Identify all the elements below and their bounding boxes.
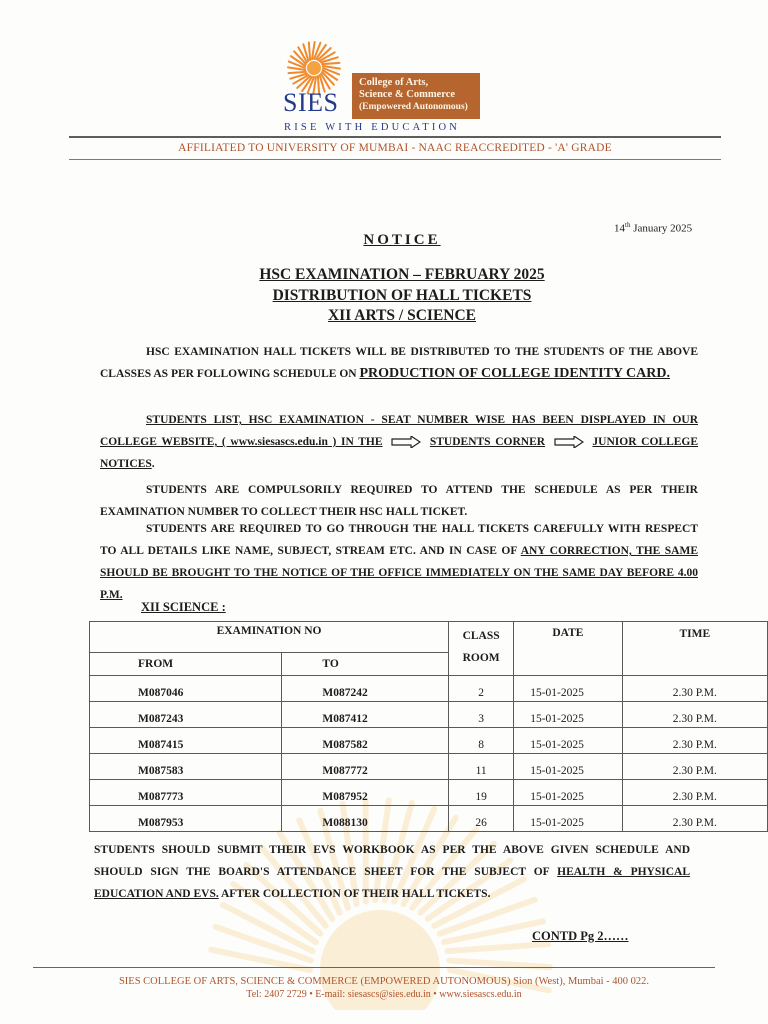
header-from: FROM <box>90 653 282 676</box>
header-room: ROOM <box>462 652 500 664</box>
heading-distribution: DISTRIBUTION OF HALL TICKETS <box>272 287 532 304</box>
cell-room: 2 <box>449 676 514 702</box>
table-row <box>90 754 768 780</box>
paragraph-corrections-text: STUDENTS ARE REQUIRED TO GO THROUGH THE HALL TICKETS CAREFULLY WITH RESPECT TO ALL DETAILS LIKE NAME, SUBJECT, STREAM ETC. AND IN CASE OF <box>100 523 698 557</box>
nav-students-corner: STUDENTS CORNER <box>429 436 546 448</box>
cell-date: 15-01-2025 <box>514 676 622 702</box>
header-divider <box>69 136 721 138</box>
paragraph-distribution-text: HSC EXAMINATION HALL TICKETS WILL BE DISTRIBUTED TO THE STUDENTS OF THE ABOVE CLASSES AS PER FOLLOWING SCHEDULE ON <box>100 346 698 380</box>
table-row <box>90 806 768 832</box>
paragraph-website-text: STUDENTS LIST, HSC EXAMINATION - SEAT NUMBER WISE HAS BEEN DISPLAYED IN OUR COLLEGE WEBSITE, ( www.siesascs.edu.in ) IN THE <box>100 414 698 448</box>
cell-date: 15-01-2025 <box>514 754 622 780</box>
section-label-xii-science: XII SCIENCE : <box>141 600 226 614</box>
paragraph-corrections-emphasis: ANY CORRECTION, THE SAME SHOULD BE BROUGHT TO THE NOTICE OF THE OFFICE IMMEDIATELY ON THE SAME DAY BEFORE 4.00 P.M. <box>100 545 698 601</box>
nav-junior-college-notices: JUNIOR COLLEGE NOTICES <box>100 436 699 470</box>
cell-room: 19 <box>449 780 514 806</box>
cell-time: 2.30 P.M. <box>622 780 767 806</box>
footer-address: SIES COLLEGE OF ARTS, SCIENCE & COMMERCE (EMPOWERED AUTONOMOUS) Sion (West), Mumbai - 400 022. <box>118 976 650 987</box>
cell-date: 15-01-2025 <box>514 806 622 832</box>
footer-contact: Tel: 2407 2729 • E-mail: siesascs@sies.edu.in • www.siesascs.edu.in <box>246 989 522 1000</box>
cell-time: 2.30 P.M. <box>622 728 767 754</box>
arrow-right-icon <box>554 436 584 448</box>
cell-room: 3 <box>449 702 514 728</box>
header-class: CLASS <box>462 630 500 642</box>
heading-exam: HSC EXAMINATION – FEBRUARY 2025 <box>259 266 545 283</box>
notice-title: NOTICE <box>363 232 441 248</box>
cell-room: 11 <box>449 754 514 780</box>
paragraph-evs <box>94 839 690 905</box>
cell-room: 26 <box>449 806 514 832</box>
tagline: RISE WITH EDUCATION <box>284 122 461 133</box>
header-date: DATE <box>514 622 622 676</box>
date-month-year: January 2025 <box>633 222 693 235</box>
cell-to: M087412 <box>282 702 449 728</box>
cell-to: M088130 <box>282 806 449 832</box>
table-row <box>90 676 768 702</box>
cell-from: M087046 <box>90 676 282 702</box>
cell-date: 15-01-2025 <box>514 702 622 728</box>
paragraph-evs-emphasis: HEALTH & PHYSICAL EDUCATION AND EVS. <box>94 866 691 900</box>
schedule-table <box>89 621 768 832</box>
continued-note: CONTD Pg 2…… <box>532 929 629 943</box>
date-day: 14 <box>614 222 625 235</box>
cell-to: M087582 <box>282 728 449 754</box>
affiliation-text: AFFILIATED TO UNIVERSITY OF MUMBAI - NAAC REACCREDITED - 'A' GRADE <box>178 142 612 154</box>
cell-date: 15-01-2025 <box>514 780 622 806</box>
cell-time: 2.30 P.M. <box>622 754 767 780</box>
date-suffix: th <box>625 221 631 229</box>
paragraph-evs-end: AFTER COLLECTION OF THEIR HALL TICKETS. <box>220 888 491 900</box>
cell-time: 2.30 P.M. <box>622 702 767 728</box>
paragraph-corrections <box>100 518 698 606</box>
logo-wordmark: SIES <box>283 88 339 117</box>
college-line-3: (Empowered Autonomous) <box>359 102 468 112</box>
cell-to: M087242 <box>282 676 449 702</box>
paragraph-distribution <box>100 341 698 385</box>
header-to: TO <box>282 653 449 676</box>
cell-time: 2.30 P.M. <box>622 676 767 702</box>
table-row <box>90 780 768 806</box>
cell-to: M087952 <box>282 780 449 806</box>
header-exam-no: EXAMINATION NO <box>90 622 449 653</box>
college-line-2: Science & Commerce <box>359 89 456 100</box>
college-line-1: College of Arts, <box>359 77 429 88</box>
header-class-room <box>449 622 514 676</box>
paragraph-distribution-emphasis: PRODUCTION OF COLLEGE IDENTITY CARD. <box>359 366 670 381</box>
cell-from: M087583 <box>90 754 282 780</box>
paragraph-attendance: STUDENTS ARE COMPULSORILY REQUIRED TO ATTEND THE SCHEDULE AS PER THEIR EXAMINATION NUMBER TO COLLECT THEIR HSC HALL TICKET. <box>100 484 698 518</box>
paragraph-evs-text: STUDENTS SHOULD SUBMIT THEIR EVS WORKBOOK AS PER THE ABOVE GIVEN SCHEDULE AND SHOULD SIGN THE BOARD'S ATTENDANCE SHEET FOR THE SUBJECT OF <box>94 844 690 878</box>
footer-divider <box>33 967 715 968</box>
college-name-box <box>352 73 480 119</box>
table-row <box>90 702 768 728</box>
cell-from: M087243 <box>90 702 282 728</box>
cell-date: 15-01-2025 <box>514 728 622 754</box>
arrow-right-icon <box>391 436 421 448</box>
header-divider-lower <box>69 159 721 160</box>
cell-to: M087772 <box>282 754 449 780</box>
paragraph-website <box>100 409 698 475</box>
cell-from: M087415 <box>90 728 282 754</box>
cell-time: 2.30 P.M. <box>622 806 767 832</box>
paragraph-website-end: . <box>151 458 155 470</box>
table-row <box>90 728 768 754</box>
cell-room: 8 <box>449 728 514 754</box>
heading-class: XII ARTS / SCIENCE <box>327 307 477 324</box>
cell-from: M087953 <box>90 806 282 832</box>
cell-from: M087773 <box>90 780 282 806</box>
header-time: TIME <box>622 622 767 676</box>
